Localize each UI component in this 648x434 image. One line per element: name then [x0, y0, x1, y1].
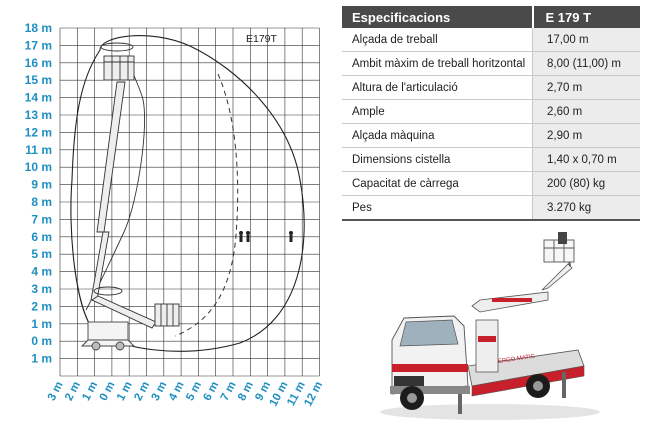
table-header-model: E 179 T — [533, 6, 641, 28]
spec-value: 200 (80) kg — [533, 172, 641, 196]
specifications-table — [342, 6, 640, 221]
spec-label: Alçada màquina — [342, 124, 533, 148]
y-axis-tick-label: 12 m — [24, 125, 52, 140]
y-axis-tick-label: 9 m — [31, 177, 52, 192]
x-axis-tick-label: 3 m — [149, 379, 170, 403]
y-axis-tick-label: 1 m — [31, 351, 52, 366]
y-axis-tick-label: 16 m — [24, 55, 52, 70]
y-axis-tick-label: 6 m — [31, 229, 52, 244]
x-axis-tick-label: 9 m — [253, 379, 274, 403]
truck-wheel — [400, 386, 424, 410]
boom-vertical-position — [91, 43, 134, 300]
spec-label: Dimensions cistella — [342, 148, 533, 172]
y-axis-tick-label: 7 m — [31, 212, 52, 227]
table-row — [342, 196, 640, 221]
y-axis-tick-label: 15 m — [24, 73, 52, 88]
x-axis-tick-label: 1 m — [80, 379, 101, 403]
spec-label: Ambit màxim de treball horitzontal — [342, 52, 533, 76]
x-axis-tick-label: 1 m — [114, 379, 135, 403]
spec-value: 8,00 (11,00) m — [533, 52, 641, 76]
truck-base-silhouette — [82, 322, 134, 350]
boom-turret — [476, 320, 498, 372]
x-axis-tick-label: 4 m — [166, 379, 187, 403]
spec-value: 17,00 m — [533, 28, 641, 52]
y-axis-tick-label: 5 m — [31, 247, 52, 262]
y-axis-tick-label: 18 m — [24, 21, 52, 35]
x-axis-tick-label: 0 m — [97, 379, 118, 403]
upper-boom — [542, 264, 572, 290]
x-axis-tick-label: 6 m — [201, 379, 222, 403]
truck-cab — [390, 316, 470, 394]
dashed-range-limit — [175, 74, 238, 336]
spec-label: Altura de l'articulació — [342, 76, 533, 100]
table-row — [342, 124, 640, 148]
table-row — [342, 76, 640, 100]
y-axis-tick-label: 3 m — [31, 282, 52, 296]
x-axis-tick-label: 3 m — [45, 379, 66, 403]
x-axis-tick-label: 10 m — [267, 379, 291, 409]
y-axis-tick-label: 4 m — [31, 264, 52, 279]
y-axis-tick-label: 14 m — [24, 90, 52, 105]
y-axis-tick-label: 11 m — [25, 142, 52, 157]
table-row — [342, 148, 640, 172]
spec-value: 3.270 kg — [533, 196, 641, 221]
x-axis-tick-label: 11 m — [285, 379, 308, 408]
spec-label: Capacitat de càrrega — [342, 172, 533, 196]
table-header-specifications: Especificacions — [342, 6, 533, 28]
table-row — [342, 100, 640, 124]
y-axis-tick-label: 8 m — [31, 195, 52, 209]
y-axis-labels — [25, 21, 52, 366]
x-axis-tick-label: 12 m — [302, 379, 326, 409]
spec-value: 2,90 m — [533, 124, 641, 148]
truck-wheel — [526, 374, 550, 398]
spec-label: Ample — [342, 100, 533, 124]
spec-value: 2,70 m — [533, 76, 641, 100]
x-axis-tick-label: 8 m — [236, 379, 256, 403]
y-axis-tick-label: 1 m — [31, 316, 52, 331]
x-axis-tick-label: 5 m — [184, 379, 205, 403]
table-row — [342, 52, 640, 76]
y-axis-tick-label: 13 m — [24, 108, 52, 122]
y-axis-tick-label: 10 m — [24, 160, 52, 175]
truck-photo-illustration — [372, 226, 608, 426]
x-axis-tick-label: 2 m — [132, 379, 153, 403]
spec-label: Alçada de treball — [342, 28, 533, 52]
y-axis-tick-label: 17 m — [24, 38, 52, 53]
table-row — [342, 172, 640, 196]
truck-brand-text: ERGO MATIC — [497, 353, 536, 365]
x-axis-tick-label: 2 m — [63, 379, 83, 403]
table-header-row — [342, 6, 640, 28]
y-axis-tick-label: 2 m — [31, 299, 52, 314]
spec-value: 1,40 x 0,70 m — [533, 148, 641, 172]
y-axis-tick-label: 0 m — [31, 334, 52, 349]
spec-label: Pes — [342, 196, 533, 221]
x-axis-tick-label: 7 m — [218, 379, 239, 403]
x-axis-labels — [46, 380, 325, 409]
model-label: E179T — [246, 33, 277, 45]
table-row — [342, 28, 640, 52]
spec-value: 2,60 m — [533, 100, 641, 124]
